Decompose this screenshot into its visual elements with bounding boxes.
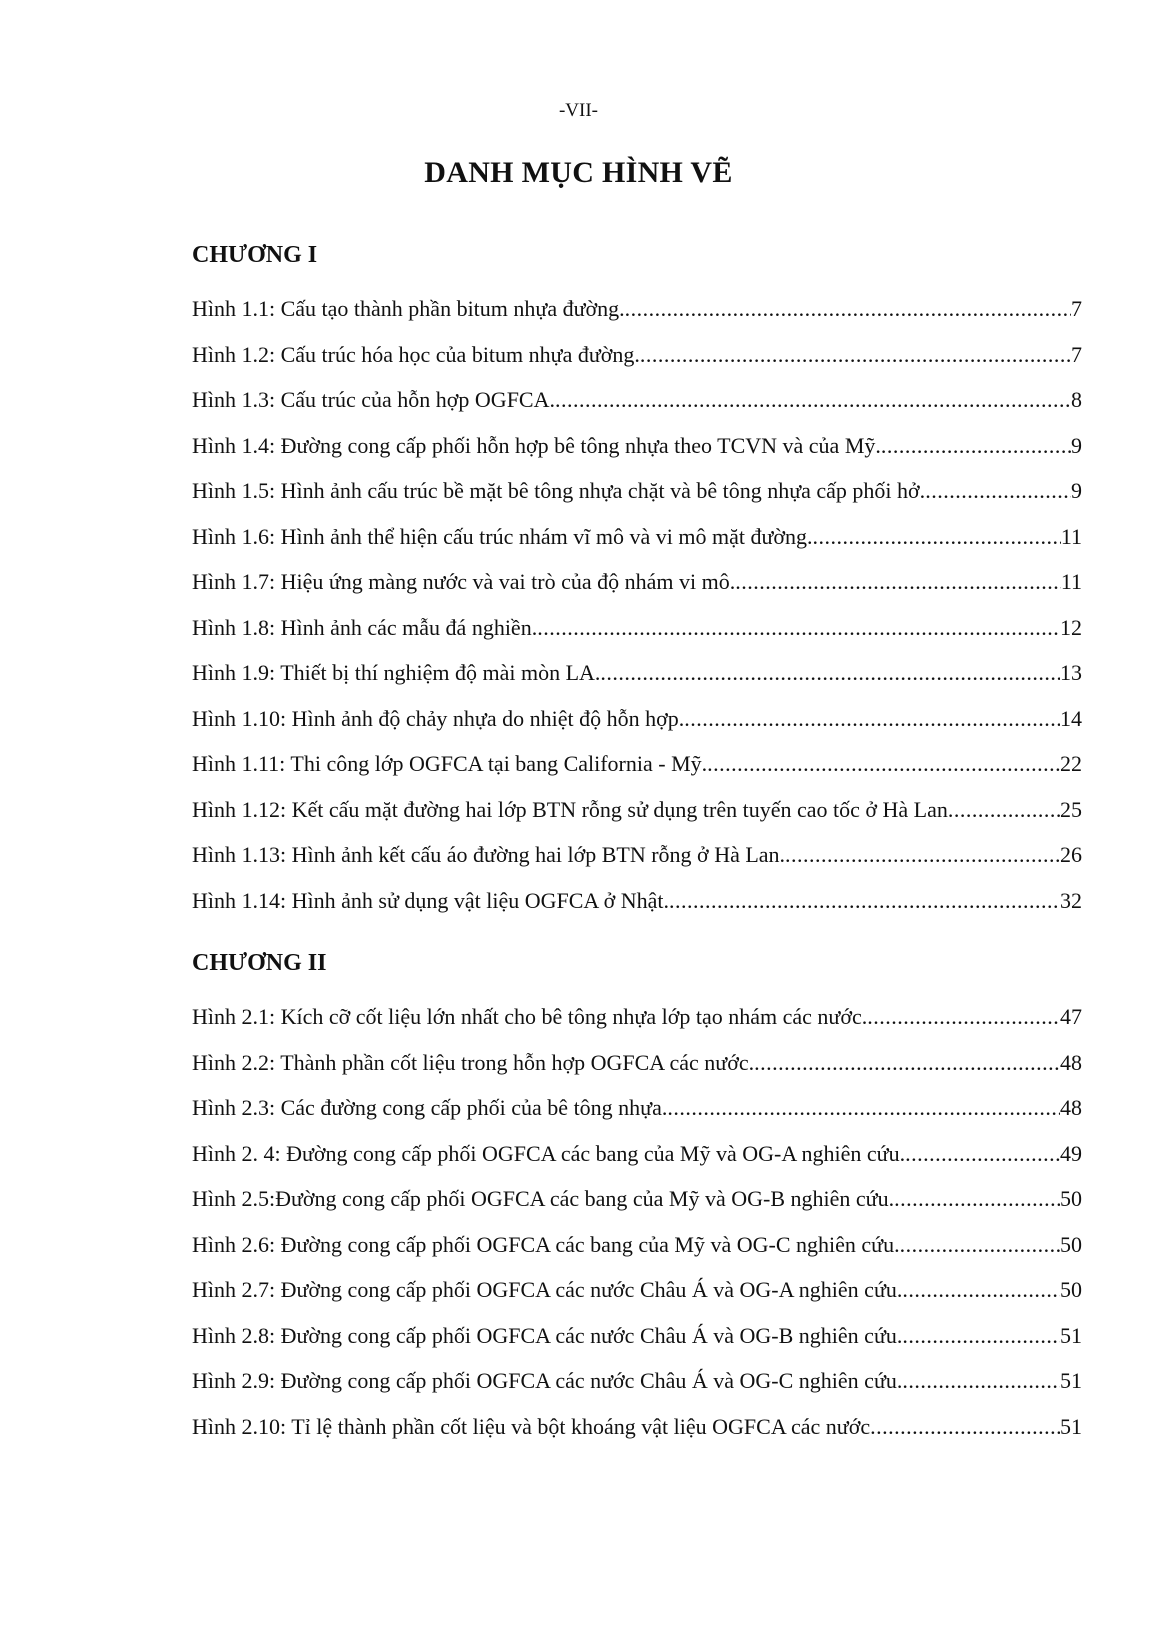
- page-ref: 50: [1060, 1277, 1082, 1302]
- dot-leader: [754, 1040, 1060, 1086]
- dot-leader: [948, 787, 1060, 833]
- dot-leader: [625, 286, 1071, 332]
- figure-entry[interactable]: [192, 1131, 1082, 1177]
- dot-leader: [867, 994, 1060, 1040]
- page-ref: 11: [1060, 569, 1082, 594]
- figure-entry[interactable]: [192, 1176, 1082, 1222]
- page-ref: 49: [1060, 1140, 1082, 1166]
- chapter-heading: CHƯƠNG I: [192, 242, 318, 268]
- page-ref: 9: [1071, 432, 1082, 458]
- dot-leader: [669, 878, 1060, 924]
- figure-entry[interactable]: [192, 1222, 1082, 1268]
- figure-caption: Hình 1.10: Hình ảnh độ chảy nhựa do nhiệt độ hỗn hợp.: [192, 705, 685, 731]
- page-ref: 9: [1071, 478, 1082, 503]
- figure-caption: Hình 1.8: Hình ảnh các mẫu đá nghiền.: [192, 614, 538, 640]
- page-ref: 32: [1060, 887, 1082, 913]
- figure-entry[interactable]: [192, 605, 1082, 651]
- dot-leader: [870, 1404, 1060, 1450]
- chapter-heading: CHƯƠNG II: [192, 950, 327, 976]
- page-ref: 47: [1060, 1004, 1082, 1029]
- figure-entry[interactable]: [192, 1358, 1082, 1404]
- figure-entry[interactable]: [192, 787, 1082, 833]
- page-ref: 25: [1060, 796, 1082, 822]
- dot-leader: [555, 377, 1071, 423]
- figure-caption: Hình 1.7: Hiệu ứng màng nước và vai trò của độ nhám vi mô.: [192, 569, 736, 594]
- figure-caption: Hình 1.11: Thi công lớp OGFCA tại bang California - Mỹ.: [192, 751, 708, 776]
- figure-entry[interactable]: [192, 696, 1082, 742]
- page-ref: 51: [1060, 1322, 1082, 1348]
- page-ref: 11: [1060, 523, 1082, 549]
- figure-entry[interactable]: [192, 994, 1082, 1040]
- dot-leader: [894, 1176, 1060, 1222]
- figure-list: [192, 994, 1082, 1449]
- dot-leader: [735, 559, 1061, 605]
- figure-caption: Hình 2.2: Thành phần cốt liệu trong hỗn hợp OGFCA các nước.: [192, 1049, 755, 1075]
- dot-leader: [905, 1131, 1060, 1177]
- page-ref: 7: [1071, 296, 1082, 321]
- figure-caption: Hình 1.6: Hình ảnh thể hiện cấu trúc nhám vĩ mô và vi mô mặt đường.: [192, 523, 813, 549]
- figure-entry[interactable]: [192, 286, 1082, 332]
- figure-caption: Hình 2.7: Đường cong cấp phối OGFCA các nước Châu Á và OG-A nghiên cứu.: [192, 1277, 903, 1302]
- figure-entry[interactable]: [192, 377, 1082, 423]
- figure-caption: Hình 1.2: Cấu trúc hóa học của bitum nhựa đường.: [192, 341, 640, 367]
- page-ref: 51: [1060, 1368, 1082, 1393]
- chapter-1: [192, 235, 1082, 923]
- dot-leader: [900, 1222, 1060, 1268]
- figure-caption: Hình 1.5: Hình ảnh cấu trúc bề mặt bê tông nhựa chặt và bê tông nhựa cấp phối hở.: [192, 478, 926, 503]
- figure-caption: Hình 1.1: Cấu tạo thành phần bitum nhựa đường.: [192, 296, 625, 321]
- dot-leader: [667, 1085, 1060, 1131]
- page-number: -VII-: [558, 100, 599, 121]
- figure-entry[interactable]: [192, 650, 1082, 696]
- figure-caption: Hình 1.12: Kết cấu mặt đường hai lớp BTN rỗng sử dụng trên tuyến cao tốc ở Hà Lan: [192, 796, 948, 822]
- page-ref: 48: [1060, 1049, 1082, 1075]
- chapter-2: [192, 943, 1082, 1449]
- figure-caption: Hình 2.6: Đường cong cấp phối OGFCA các bang của Mỹ và OG-C nghiên cứu.: [192, 1231, 900, 1257]
- page-ref: 13: [1060, 660, 1082, 685]
- figure-entry[interactable]: [192, 468, 1082, 514]
- figure-caption: Hình 2.3: Các đường cong cấp phối của bê tông nhựa.: [192, 1095, 668, 1120]
- page-ref: 50: [1060, 1231, 1082, 1257]
- figure-entry[interactable]: [192, 1040, 1082, 1086]
- figure-caption: Hình 1.9: Thiết bị thí nghiệm độ mài mòn LA.: [192, 660, 601, 685]
- page-ref: 51: [1060, 1413, 1082, 1439]
- figure-caption: Hình 2.9: Đường cong cấp phối OGFCA các nước Châu Á và OG-C nghiên cứu.: [192, 1368, 903, 1393]
- page-ref: 12: [1060, 614, 1082, 640]
- page-ref: 50: [1060, 1186, 1082, 1211]
- figure-caption: Hình 2.5:Đường cong cấp phối OGFCA các bang của Mỹ và OG-B nghiên cứu.: [192, 1186, 895, 1211]
- figure-entry[interactable]: [192, 559, 1082, 605]
- figure-entry[interactable]: [192, 1267, 1082, 1313]
- figure-caption: Hình 2.8: Đường cong cấp phối OGFCA các nước Châu Á và OG-B nghiên cứu.: [192, 1322, 903, 1348]
- figure-entry[interactable]: [192, 832, 1082, 878]
- page-ref: 14: [1060, 705, 1082, 731]
- figure-caption: Hình 1.14: Hình ảnh sử dụng vật liệu OGFCA ở Nhật.: [192, 887, 669, 913]
- dot-leader: [684, 696, 1060, 742]
- dot-leader: [925, 468, 1071, 514]
- dot-leader: [902, 1358, 1060, 1404]
- figure-list: [192, 286, 1082, 923]
- figure-entry[interactable]: [192, 423, 1082, 469]
- figure-caption: Hình 1.13: Hình ảnh kết cấu áo đường hai lớp BTN rỗng ở Hà Lan.: [192, 842, 786, 867]
- figure-entry[interactable]: [192, 741, 1082, 787]
- figure-caption: Hình 2. 4: Đường cong cấp phối OGFCA các bang của Mỹ và OG-A nghiên cứu.: [192, 1140, 906, 1166]
- figure-caption: Hình 2.10: Tỉ lệ thành phần cốt liệu và bột khoáng vật liệu OGFCA các nước: [192, 1413, 871, 1439]
- page-ref: 26: [1060, 842, 1082, 867]
- figure-entry[interactable]: [192, 1313, 1082, 1359]
- figure-entry[interactable]: [192, 878, 1082, 924]
- figure-caption: Hình 1.4: Đường cong cấp phối hỗn hợp bê tông nhựa theo TCVN và của Mỹ.: [192, 432, 881, 458]
- dot-leader: [813, 514, 1061, 560]
- figure-entry[interactable]: [192, 514, 1082, 560]
- figure-caption: Hình 2.1: Kích cỡ cốt liệu lớn nhất cho bê tông nhựa lớp tạo nhám các nước.: [192, 1004, 868, 1029]
- dot-leader: [537, 605, 1060, 651]
- dot-leader: [600, 650, 1060, 696]
- page-ref: 22: [1060, 751, 1082, 776]
- page-ref: 48: [1060, 1095, 1082, 1120]
- dot-leader: [902, 1313, 1060, 1359]
- page-ref: 7: [1071, 341, 1082, 367]
- figure-entry[interactable]: [192, 1085, 1082, 1131]
- figure-caption: Hình 1.3: Cấu trúc của hỗn hợp OGFCA.: [192, 387, 555, 412]
- dot-leader: [902, 1267, 1060, 1313]
- dot-leader: [707, 741, 1060, 787]
- figure-entry[interactable]: [192, 332, 1082, 378]
- figure-entry[interactable]: [192, 1404, 1082, 1450]
- page-title: DANH MỤC HÌNH VẼ: [424, 156, 733, 189]
- page-ref: 8: [1071, 387, 1082, 412]
- dot-leader: [640, 332, 1071, 378]
- dot-leader: [785, 832, 1060, 878]
- dot-leader: [881, 423, 1071, 469]
